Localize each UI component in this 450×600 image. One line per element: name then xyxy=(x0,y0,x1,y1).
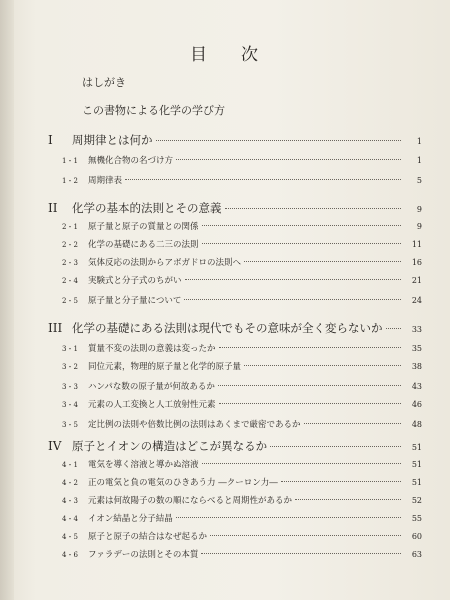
chapter-1 xyxy=(48,132,422,148)
section-4-3 xyxy=(62,494,422,506)
section-title: 周期律表 xyxy=(88,176,123,186)
section-number: 1・1 xyxy=(62,157,78,165)
section-title: 電気を導く溶液と導かぬ溶液 xyxy=(88,460,199,470)
chapter-title: 原子とイオンの構造はどこが異なるか xyxy=(72,439,268,453)
section-4-4 xyxy=(62,512,422,524)
section-3-1 xyxy=(62,342,422,354)
section-number: 3・4 xyxy=(62,401,78,409)
section-4-6 xyxy=(62,548,422,560)
dot-leader xyxy=(281,481,401,482)
section-2-1 xyxy=(62,220,422,232)
section-number: 1・2 xyxy=(62,177,78,185)
section-number: 2・2 xyxy=(62,241,78,249)
dot-leader xyxy=(176,159,401,160)
dot-leader xyxy=(386,328,402,329)
section-page: 46 xyxy=(411,400,422,409)
section-1-2 xyxy=(62,174,422,186)
section-page: 11 xyxy=(411,240,422,249)
section-number: 3・3 xyxy=(62,383,78,391)
section-page: 21 xyxy=(411,276,422,285)
section-1-1 xyxy=(62,154,422,166)
section-2-3 xyxy=(62,256,422,268)
section-number: 4・6 xyxy=(62,551,78,559)
dot-leader xyxy=(225,208,402,209)
section-page: 38 xyxy=(411,362,422,371)
section-title: 原子量と分子量について xyxy=(88,296,182,306)
section-title: 元素の人工変換と人工放射性元素 xyxy=(88,400,216,410)
section-title: 正の電気と負の電気のひきあう力 ―クーロン力― xyxy=(88,478,278,488)
chapter-4 xyxy=(48,438,422,454)
section-page: 48 xyxy=(411,420,422,429)
section-page: 60 xyxy=(411,532,422,541)
section-title: 原子と原子の結合はなぜ起るか xyxy=(88,532,208,542)
section-title: ファラデーの法則とその本質 xyxy=(88,550,199,560)
dot-leader xyxy=(202,225,401,226)
dot-leader xyxy=(219,347,401,348)
chapter-3 xyxy=(48,320,422,336)
intro-preface: はしがき xyxy=(82,76,126,89)
section-2-5 xyxy=(62,294,422,306)
dot-leader xyxy=(218,385,401,386)
section-page: 51 xyxy=(411,460,422,469)
section-number: 2・4 xyxy=(62,277,78,285)
dot-leader xyxy=(244,261,401,262)
chapter-number: II xyxy=(48,201,58,215)
chapter-title: 化学の基礎にある法則は現代でもその意味が全く変らないか xyxy=(72,321,383,335)
dot-leader xyxy=(184,299,401,300)
section-page: 51 xyxy=(411,478,422,487)
section-4-2 xyxy=(62,476,422,488)
section-title: 無機化合物の名づけ方 xyxy=(88,156,174,166)
section-3-2 xyxy=(62,360,422,372)
section-page: 63 xyxy=(411,550,422,559)
section-page: 16 xyxy=(411,258,422,267)
section-title: 同位元素，物理的原子量と化学的原子量 xyxy=(88,362,242,372)
section-page: 24 xyxy=(411,296,422,305)
section-2-4 xyxy=(62,274,422,286)
page-title xyxy=(190,40,260,65)
section-3-4 xyxy=(62,398,422,410)
intro-how-to-study: この書物による化学の学び方 xyxy=(82,104,225,117)
section-number: 3・1 xyxy=(62,345,78,353)
section-title: イオン結晶と分子結晶 xyxy=(88,514,173,524)
dot-leader xyxy=(176,517,401,518)
chapter-page: 33 xyxy=(411,325,422,334)
chapter-title: 周期律とは何か xyxy=(72,133,153,147)
dot-leader xyxy=(202,243,401,244)
section-title: 実験式と分子式のちがい xyxy=(88,276,182,286)
section-page: 35 xyxy=(411,344,422,353)
section-4-5 xyxy=(62,530,422,542)
section-page: 9 xyxy=(416,222,422,231)
section-title: 気体反応の法則からアボガドロの法則へ xyxy=(88,258,242,268)
dot-leader xyxy=(295,499,401,500)
chapter-page: 51 xyxy=(411,443,422,452)
dot-leader xyxy=(202,463,401,464)
book-spine-shadow xyxy=(0,0,14,600)
title-char-2: 次 xyxy=(241,45,260,65)
section-title: 質量不変の法則の意義は変ったか xyxy=(88,344,216,354)
section-number: 2・3 xyxy=(62,259,78,267)
chapter-page: 9 xyxy=(416,205,422,214)
dot-leader xyxy=(304,423,401,424)
section-title: 原子量と原子の質量との関係 xyxy=(88,222,199,232)
chapter-number: I xyxy=(48,133,53,147)
section-title: ハンパな数の原子量が何故あるか xyxy=(88,382,215,392)
chapter-2 xyxy=(48,200,422,216)
section-3-5 xyxy=(62,418,422,430)
section-2-2 xyxy=(62,238,422,250)
dot-leader xyxy=(201,553,401,554)
section-page: 52 xyxy=(411,496,422,505)
section-number: 4・2 xyxy=(62,479,78,487)
section-number: 4・5 xyxy=(62,533,78,541)
chapter-page: 1 xyxy=(416,137,422,146)
section-number: 3・5 xyxy=(62,421,78,429)
dot-leader xyxy=(156,140,402,141)
chapter-title: 化学の基本的法則とその意義 xyxy=(72,201,222,215)
section-number: 4・4 xyxy=(62,515,78,523)
section-title: 元素は何故陽子の数の順にならべると周期性があるか xyxy=(88,496,293,506)
section-number: 4・3 xyxy=(62,497,78,505)
dot-leader xyxy=(219,403,401,404)
dot-leader xyxy=(210,535,401,536)
chapter-number: IV xyxy=(48,439,62,453)
section-number: 3・2 xyxy=(62,363,78,371)
dot-leader xyxy=(185,279,401,280)
chapter-number: III xyxy=(48,321,63,335)
dot-leader xyxy=(244,365,401,366)
section-page: 43 xyxy=(411,382,422,391)
section-3-3 xyxy=(62,380,422,392)
section-title: 化学の基礎にある二三の法則 xyxy=(88,240,199,250)
dot-leader xyxy=(125,179,401,180)
section-4-1 xyxy=(62,458,422,470)
section-number: 2・1 xyxy=(62,223,78,231)
section-number: 4・1 xyxy=(62,461,78,469)
section-title: 定比例の法則や倍数比例の法則はあくまで厳密であるか xyxy=(88,420,301,430)
title-char-1: 目 xyxy=(190,45,209,65)
section-page: 5 xyxy=(416,176,422,185)
section-number: 2・5 xyxy=(62,297,78,305)
section-page: 1 xyxy=(416,156,422,165)
dot-leader xyxy=(270,446,401,447)
section-page: 55 xyxy=(411,514,422,523)
